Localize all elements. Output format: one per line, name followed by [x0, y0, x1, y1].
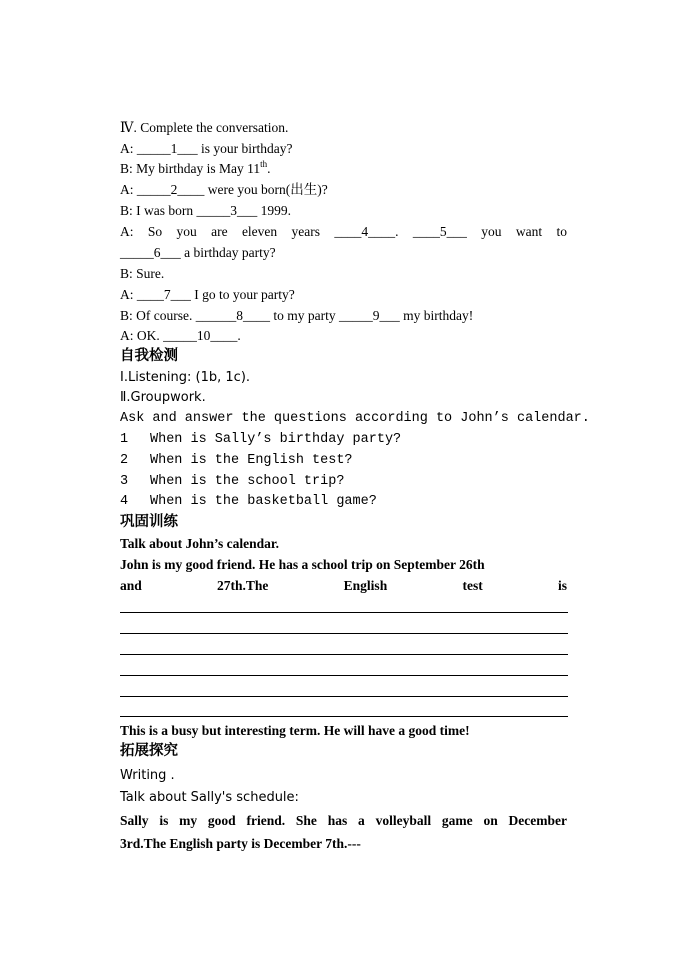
- consolidate-heading: 巩固训练: [120, 514, 178, 530]
- conversation-line-2: B: My birthday is May 11th.: [120, 159, 271, 176]
- conversation-line-10: A: OK. _____10____.: [120, 328, 241, 343]
- self-check-heading: 自我检测: [120, 348, 178, 364]
- conversation-line-8: A: ____7___ I go to your party?: [120, 287, 295, 302]
- section-4-title: Ⅳ. Complete the conversation.: [120, 120, 289, 135]
- listening-line: Ⅰ.Listening: (1b, 1c).: [120, 370, 251, 385]
- conversation-line-3: A: _____2____ were you born(出生)?: [120, 182, 328, 197]
- conversation-line-9: B: Of course. ______8____ to my party _____9___ my birthday!: [120, 308, 474, 323]
- consolidate-closing: This is a busy but interesting term. He will have a good time!: [120, 723, 470, 738]
- conversation-line-7: B: Sure.: [120, 266, 165, 281]
- consolidate-subtitle: Talk about John’s calendar.: [120, 536, 280, 551]
- conversation-line-6: _____6___ a birthday party?: [120, 245, 276, 260]
- writing-line-4: [120, 675, 568, 676]
- instruction-line: Ask and answer the questions according to John’s calendar.: [120, 411, 590, 426]
- writing-prompt: Talk about Sally's schedule:: [120, 790, 299, 805]
- extension-paragraph-line-2: 3rd.The English party is December 7th.---: [120, 836, 361, 851]
- question-4: 4 When is the basketball game?: [120, 494, 377, 509]
- extension-heading: 拓展探究: [120, 743, 178, 759]
- consolidate-paragraph-line-1: John is my good friend. He has a school trip on September 26th: [120, 557, 485, 572]
- writing-line-1: [120, 612, 568, 613]
- question-3: 3 When is the school trip?: [120, 474, 345, 489]
- question-1: 1 When is Sally’s birthday party?: [120, 432, 402, 447]
- extension-paragraph-line-1: Sally is my good friend. She has a volleyball game on December: [120, 813, 567, 828]
- conversation-line-1: A: _____1___ is your birthday?: [120, 141, 293, 156]
- writing-line-5: [120, 696, 568, 697]
- consolidate-paragraph-line-2: and 27th.The English test is: [120, 578, 567, 593]
- writing-label: Writing .: [120, 768, 175, 783]
- question-2: 2 When is the English test?: [120, 453, 353, 468]
- writing-line-3: [120, 654, 568, 655]
- writing-line-2: [120, 633, 568, 634]
- writing-line-6: [120, 716, 568, 717]
- conversation-line-4: B: I was born _____3___ 1999.: [120, 203, 291, 218]
- groupwork-line: Ⅱ.Groupwork.: [120, 390, 206, 405]
- conversation-line-5: A: So you are eleven years ____4____. ____5___ you want to: [120, 224, 567, 239]
